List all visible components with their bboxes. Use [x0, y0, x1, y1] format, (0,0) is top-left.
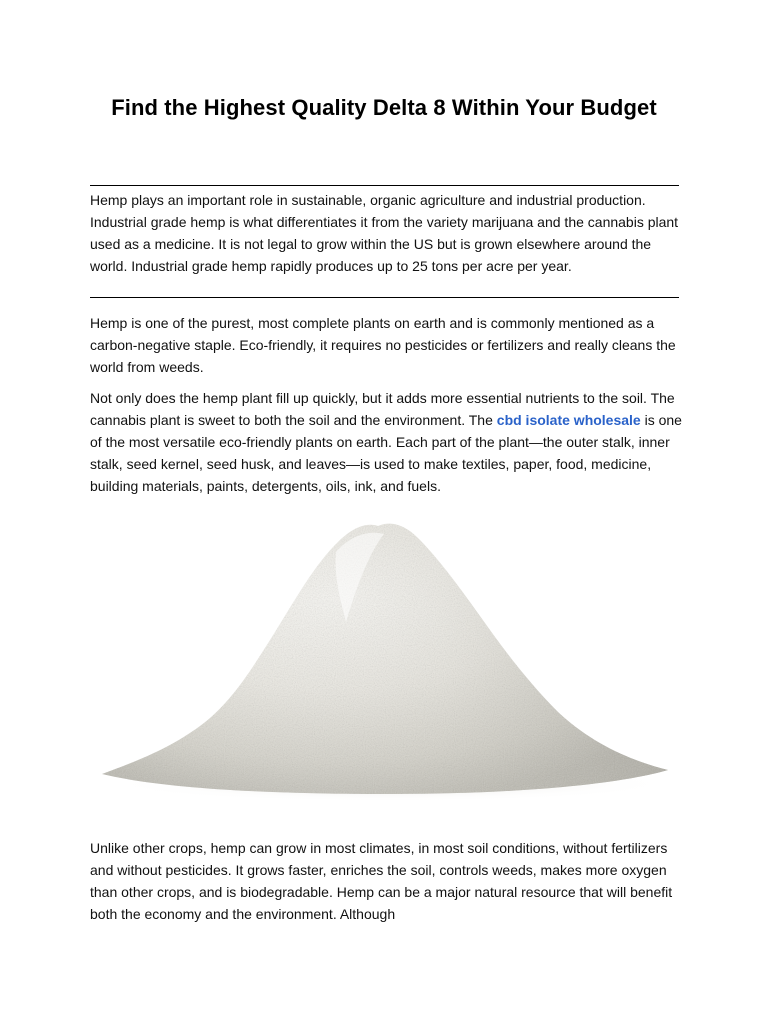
paragraph-grows-anywhere: Unlike other crops, hemp can grow in most climates, in most soil conditions, without fertilizers and without pesticides. It grows faster, enriches the soil, controls weeds, makes more oxygen than other crops, and is biodegradable. Hemp can be a major natural resource that will benefit both the economy and the environment. Although [90, 840, 673, 922]
page-title: Find the Highest Quality Delta 8 Within Your Budget [111, 95, 657, 120]
paragraph-text-before-link: Not only does the hemp plant fill up quickly, but it adds more essential nutrients to the soil. The cannabis plant is sweet to both the soil and the environment. The [90, 390, 675, 428]
paragraph-text-after-link: is one of the most versatile eco-friendly plants on earth. Each part of the plant—the outer stalk, inner stalk, seed kernel, seed husk, and leaves—is used to make textiles, paper, food, medicine, building materials, paints, detergents, oils, ink, and fuels. [90, 412, 682, 494]
powder-image [100, 512, 670, 802]
powder-pile-texture [102, 524, 668, 794]
bottom-divider [90, 297, 679, 298]
top-divider [90, 185, 679, 186]
paragraph-versatile-plant [90, 387, 682, 497]
cbd-isolate-wholesale-link[interactable]: cbd isolate wholesale [496, 412, 641, 428]
powder-pile-illustration [100, 512, 670, 802]
paragraph-purest-plant: Hemp is one of the purest, most complete plants on earth and is commonly mentioned as a carbon-negative staple. Eco-friendly, it requires no pesticides or fertilizers and really cleans the world from weeds. [90, 315, 676, 375]
paragraph-hemp-role: Hemp plays an important role in sustainable, organic agriculture and industrial production. Industrial grade hemp is what differentiates it from the variety marijuana and the cannabis plant used as a medicine. It is not legal to grow within the US but is grown elsewhere around the world. Industrial grade hemp rapidly produces up to 25 tons per acre per year. [90, 192, 679, 274]
